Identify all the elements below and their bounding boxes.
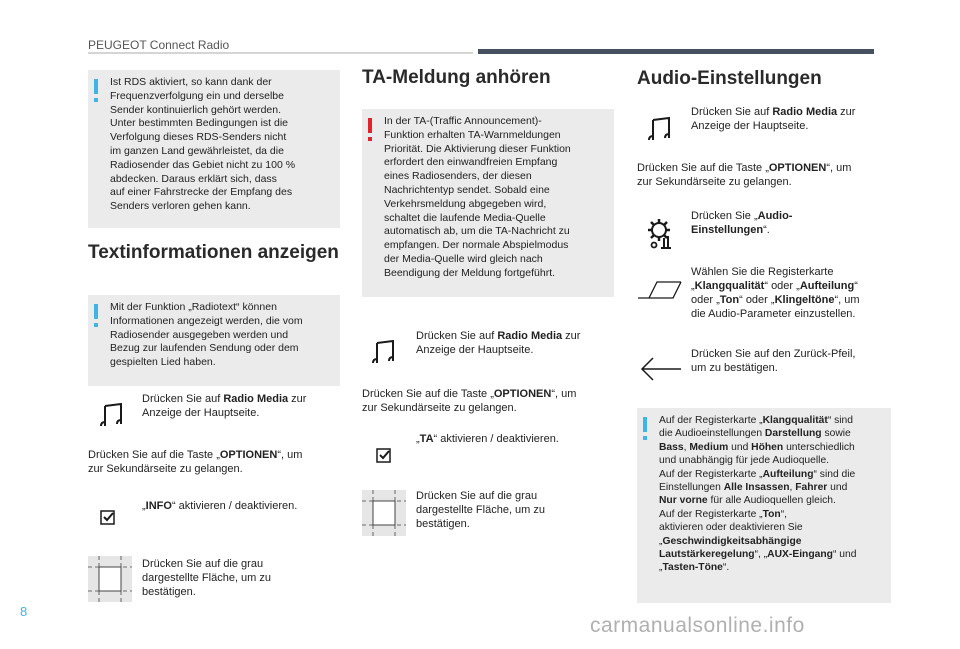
step-text: Drücken Sie auf die Taste „ xyxy=(637,162,769,174)
info-bold: Höhen xyxy=(751,441,784,453)
step-text: “ aktivieren / deaktivieren. xyxy=(433,433,559,445)
col1-step-grey-area: Drücken Sie auf die grau dargestellte Fläche, um zu bestätigen. xyxy=(142,558,272,598)
step-bold: Audio- Einstellungen xyxy=(691,210,793,236)
info-icon xyxy=(643,417,647,432)
info-icon xyxy=(94,304,98,319)
step-text: “ aktivieren / deaktivieren. xyxy=(171,500,298,512)
step-text: Drücken Sie auf xyxy=(691,106,773,118)
info-text: , xyxy=(789,482,796,494)
warning-icon xyxy=(368,118,372,133)
col3-step-zurueck: Drücken Sie auf den Zurück-Pfeil, um zu bestätigen. xyxy=(691,348,856,374)
col1-step-info xyxy=(142,499,297,513)
step-text: Drücken Sie auf xyxy=(416,330,498,342)
heading-textinformationen: Textinformationen anzeigen xyxy=(88,242,339,263)
info-text: und xyxy=(830,482,848,494)
step-text: “ oder „ xyxy=(691,280,858,306)
grey-area-icon xyxy=(88,556,132,602)
step-text: “, um die Audio-Parameter einzustellen. xyxy=(691,294,860,320)
info-icon xyxy=(94,79,98,94)
step-bold: INFO xyxy=(145,500,172,512)
grey-area-icon xyxy=(362,490,406,536)
info-text: “ und „ xyxy=(659,549,857,574)
step-text: Drücken Sie auf die Taste „ xyxy=(362,388,494,400)
step-bold: Radio Media xyxy=(772,106,838,118)
info-bold: Tasten-Töne xyxy=(662,562,723,574)
info-box-radiotext xyxy=(88,295,340,386)
col3-step-registerkarte xyxy=(691,265,860,321)
heading-ta-meldung: TA-Meldung anhören xyxy=(362,67,551,88)
col3-step-audio-einstellungen xyxy=(691,209,792,237)
step-bold: Klingeltöne xyxy=(774,294,835,306)
info-text: Auf der Registerkarte „ xyxy=(659,415,763,426)
col1-step-radio-media xyxy=(142,392,306,420)
info-bold: Ton xyxy=(762,508,781,520)
info-text: “, „ xyxy=(754,549,768,561)
step-text: Drücken Sie „ xyxy=(691,210,758,222)
info-bold: AUX-Eingang xyxy=(767,549,833,561)
step-bold: OPTIONEN xyxy=(768,162,827,174)
header-rule-dark xyxy=(478,49,874,54)
header-title: PEUGEOT Connect Radio xyxy=(88,38,230,52)
step-bold: Radio Media xyxy=(497,330,563,342)
step-text: “. xyxy=(763,224,770,236)
watermark: carmanualsonline.info xyxy=(590,614,805,637)
step-text: Drücken Sie auf die Taste „ xyxy=(88,449,220,461)
step-text: “ oder „ xyxy=(739,294,775,306)
step-text: “ oder „ xyxy=(764,280,800,292)
info-bold: Nur vorne xyxy=(659,495,708,507)
step-bold: Ton xyxy=(719,294,740,306)
info-text: “, aktivieren oder deaktivieren Sie „ xyxy=(659,508,803,547)
col2-step-radio-media xyxy=(416,329,580,357)
info-bold: Geschwindigkeitsabhängige Lautstärkeregelung xyxy=(659,535,802,561)
step-text: „ xyxy=(142,500,146,512)
col2-step-grey-area: Drücken Sie auf die grau dargestellte Fläche, um zu bestätigen. xyxy=(416,490,546,530)
info-text: “. xyxy=(722,562,730,574)
step-text: “, um zur Sekundärseite zu gelangen. xyxy=(362,388,577,414)
info-box-audio-text xyxy=(659,414,883,575)
step-text: “, um zur Sekundärseite zu gelangen. xyxy=(637,162,852,188)
info-text: sowie xyxy=(824,428,851,440)
info-text: “ sind die Audioeinstellungen xyxy=(659,415,853,440)
step-text: Wählen Sie die Registerkarte „ xyxy=(691,266,834,292)
header-rule-light xyxy=(88,52,473,54)
step-text: zur Anzeige der Hauptseite. xyxy=(142,393,307,419)
info-bold: Fahrer xyxy=(795,482,828,494)
step-text: „ xyxy=(416,433,420,445)
checkbox-icon xyxy=(376,448,392,464)
info-text: für alle Audioquellen gleich. Auf der Registerkarte „ xyxy=(659,495,836,520)
music-note-icon xyxy=(372,337,398,367)
settings-gear-icon xyxy=(645,214,677,250)
step-bold: OPTIONEN xyxy=(219,449,278,461)
step-bold: Aufteilung xyxy=(799,280,855,292)
warning-box-ta-text: In der TA-(Traffic Announcement)- Funktion erhalten TA-Warnmeldungen Priorität. Die Aktivierung dieser Funktion erfordert den einwandfreien Empfang eines Radiosenders, der diesen Nachrichtentyp sendet. Sobald eine Verkehrsmeldung abgegeben wird, schaltet die laufende Media-Quelle automatisch ab, um die TA-Nachricht zu empfangen. Der normale Abspielmodus der Media-Quelle wird gleich nach Beendigung der Meldung fortgeführt. xyxy=(384,115,571,279)
col2-step-ta xyxy=(416,432,559,446)
step-text: Drücken Sie auf xyxy=(142,393,224,405)
info-bold: Klangqualität xyxy=(762,415,828,426)
info-box-rds-text: Ist RDS aktiviert, so kann dank der Frequenzverfolgung ein und derselbe Sender kontinuierlich gehört werden. Unter bestimmten Bedingungen ist die Verfolgung dieses RDS-Senders nicht im ganzen Land gewährleistet, da die Radiosender das Gebiet nicht zu 100 % abdecken. Daraus erklärt sich, dass auf einer Fahrstrecke der Empfang des Senders verloren gehen kann. xyxy=(110,76,296,213)
col2-step-optionen xyxy=(362,387,576,415)
col3-step-optionen xyxy=(637,161,851,189)
info-text: , xyxy=(683,441,690,453)
warning-box-ta xyxy=(362,109,614,297)
back-arrow-icon xyxy=(639,356,683,382)
info-box-radiotext-text: Mit der Funktion „Radiotext“ können Informationen angezeigt werden, die vom Radiosender ausgegeben werden und Bezug zur laufenden Sendung oder dem gespielten Lied haben. xyxy=(110,301,303,369)
step-bold: TA xyxy=(419,433,434,445)
tab-selector-icon xyxy=(637,280,683,302)
info-text: “ sind die Einstellungen xyxy=(659,468,856,494)
music-note-icon xyxy=(100,400,126,430)
step-text: “, um zur Sekundärseite zu gelangen. xyxy=(88,449,303,475)
page-number: 8 xyxy=(20,604,28,619)
info-box-rds xyxy=(88,70,340,228)
heading-audio-einstellungen: Audio-Einstellungen xyxy=(637,68,822,89)
info-bold: Alle Insassen xyxy=(723,482,790,494)
checkbox-icon xyxy=(100,510,116,526)
step-bold: OPTIONEN xyxy=(493,388,552,400)
info-text: unterschiedlich und unabhängig für jede Audioquelle. Auf der Registerkarte „ xyxy=(659,441,855,480)
step-bold: Radio Media xyxy=(223,393,289,405)
step-text: zur Anzeige der Hauptseite. xyxy=(691,106,856,132)
music-note-icon xyxy=(648,114,674,144)
step-text: zur Anzeige der Hauptseite. xyxy=(416,330,581,356)
info-text: und xyxy=(728,441,752,453)
col1-step-optionen xyxy=(88,448,302,476)
step-bold: Klangqualität xyxy=(694,280,765,292)
col3-step-radio-media xyxy=(691,105,855,133)
info-bold: Bass xyxy=(659,441,684,453)
info-box-audio xyxy=(637,408,891,603)
info-bold: Medium xyxy=(689,441,729,453)
info-bold: Aufteilung xyxy=(762,468,814,480)
info-bold: Darstellung xyxy=(764,428,822,440)
